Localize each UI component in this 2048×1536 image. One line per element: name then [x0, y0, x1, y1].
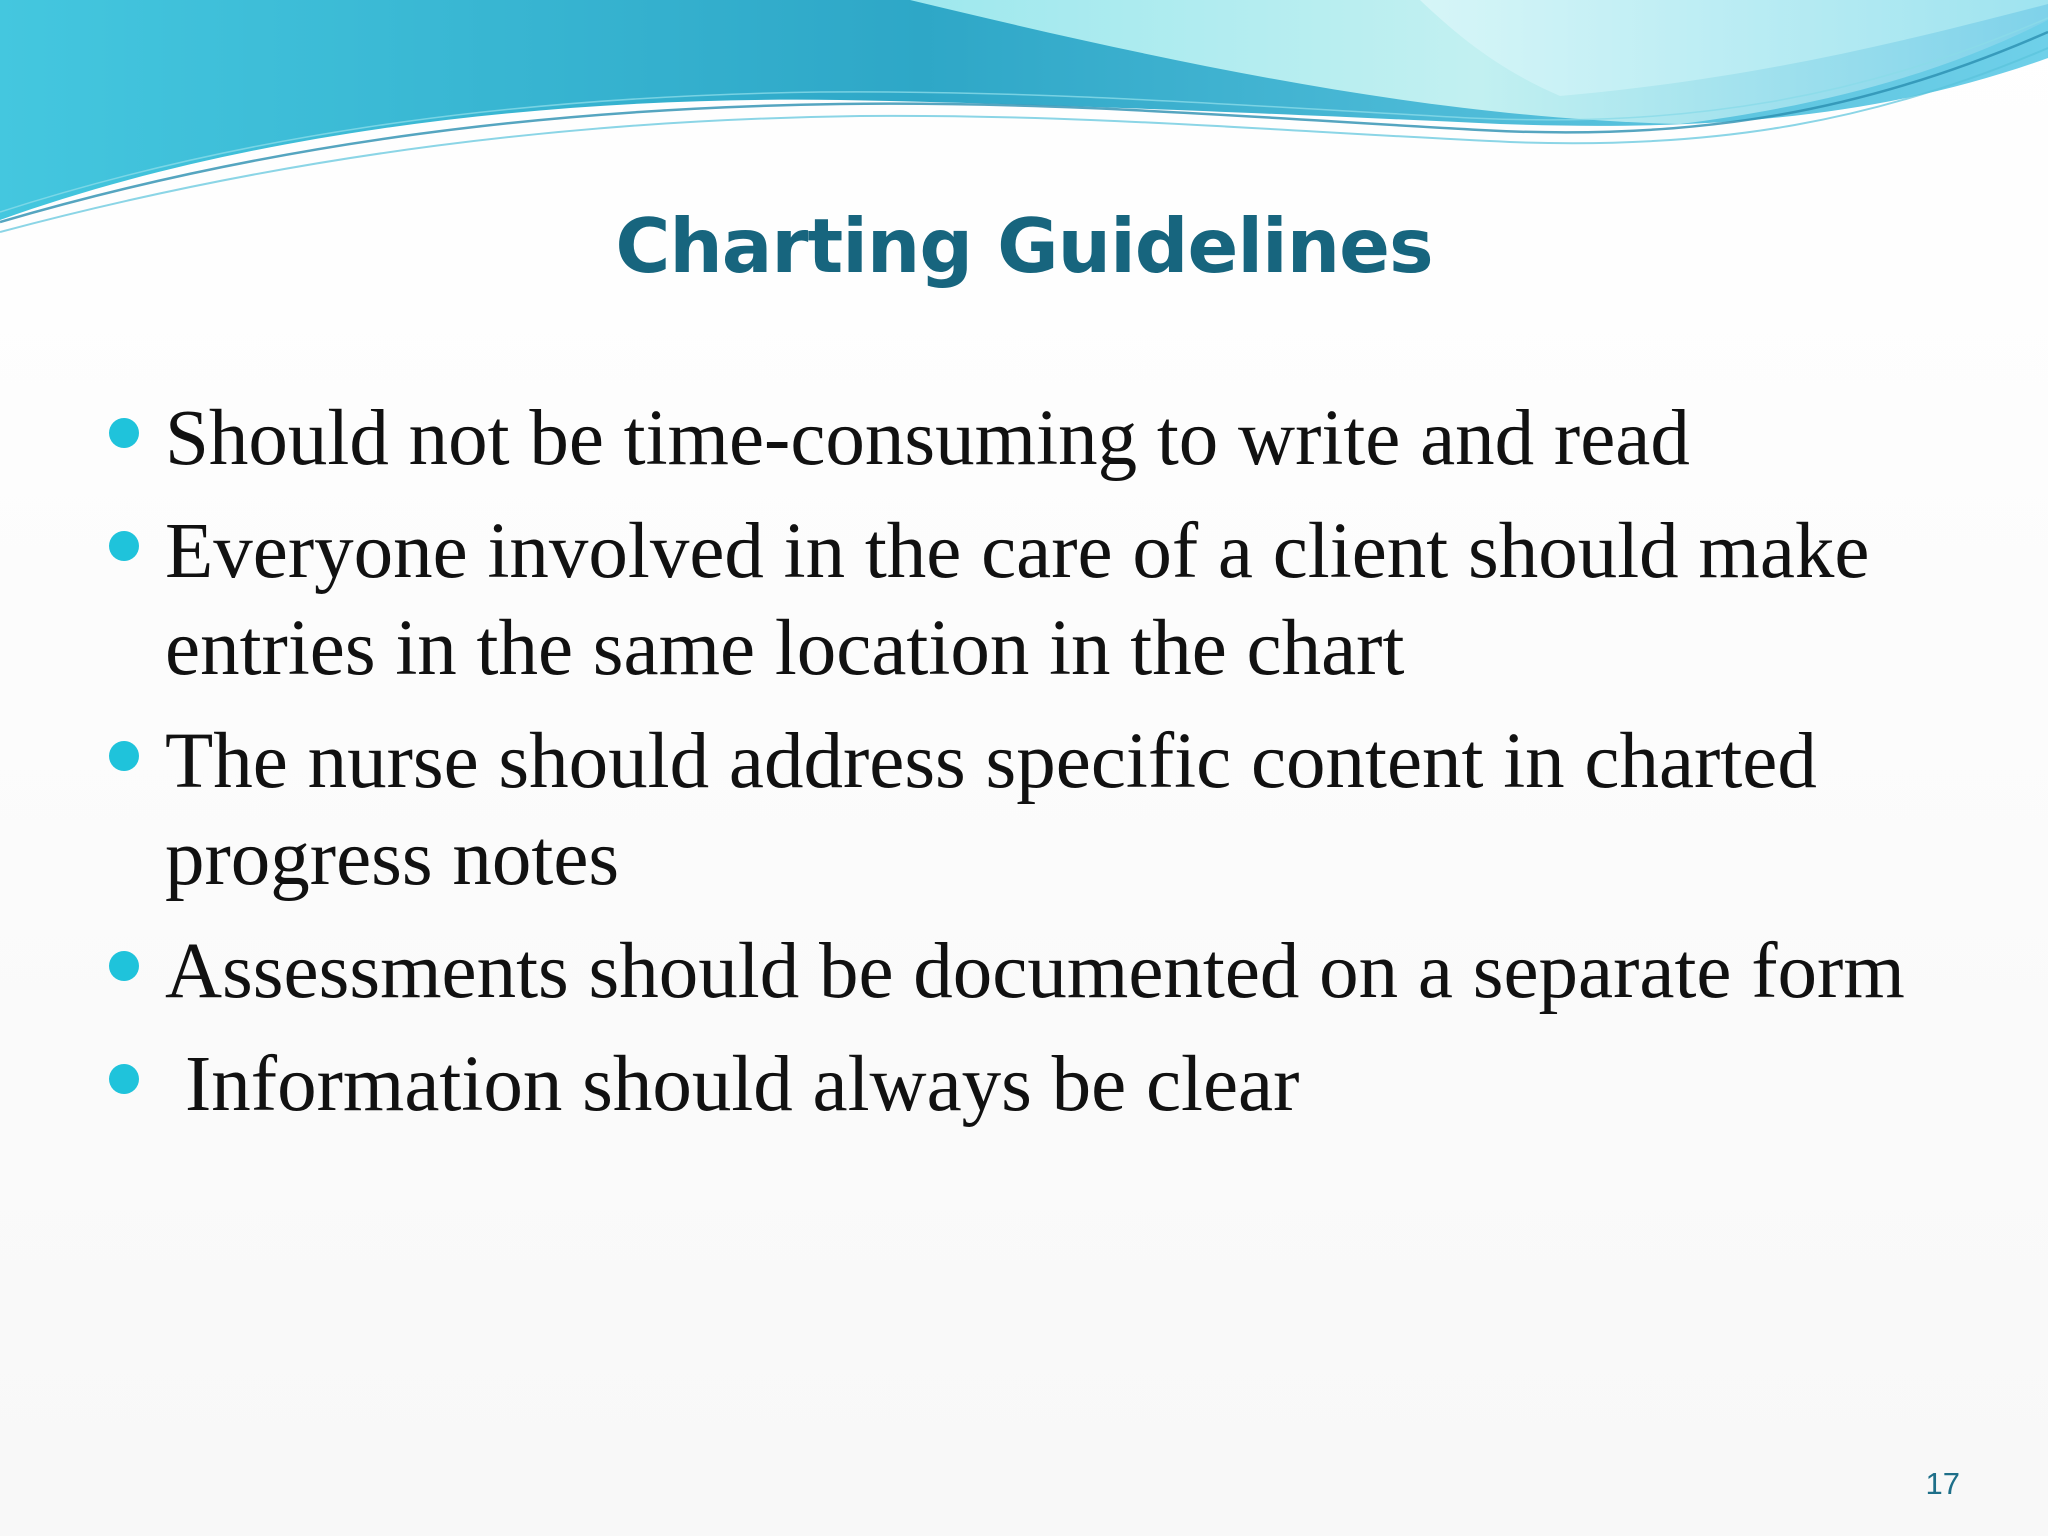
bullet-icon — [109, 741, 139, 771]
bullet-text: Information should always be clear — [185, 1041, 1300, 1128]
bullet-text-continuation: progress notes — [165, 815, 620, 902]
list-item — [100, 1036, 2000, 1133]
bullet-icon — [109, 418, 139, 448]
bullet-text: Should not be time-consuming to write and read — [165, 395, 1690, 482]
bullet-icon — [109, 1064, 139, 1094]
bullet-text: The nurse should address specific content in charted — [165, 718, 1817, 805]
bullet-text: Assessments should be documented on a separate form — [165, 928, 1905, 1015]
list-item — [100, 390, 2000, 487]
list-item — [100, 713, 2000, 907]
bullet-text-continuation: entries in the same location in the chart — [165, 605, 1405, 692]
list-item — [100, 923, 2000, 1020]
bullet-icon — [109, 531, 139, 561]
bullet-list — [100, 390, 2000, 1149]
list-item — [100, 503, 2000, 697]
slide-title: Charting Guidelines — [615, 202, 1433, 290]
page-number: 17 — [1925, 1466, 1960, 1501]
bullet-icon — [109, 951, 139, 981]
bullet-text: Everyone involved in the care of a client should make — [165, 508, 1870, 595]
